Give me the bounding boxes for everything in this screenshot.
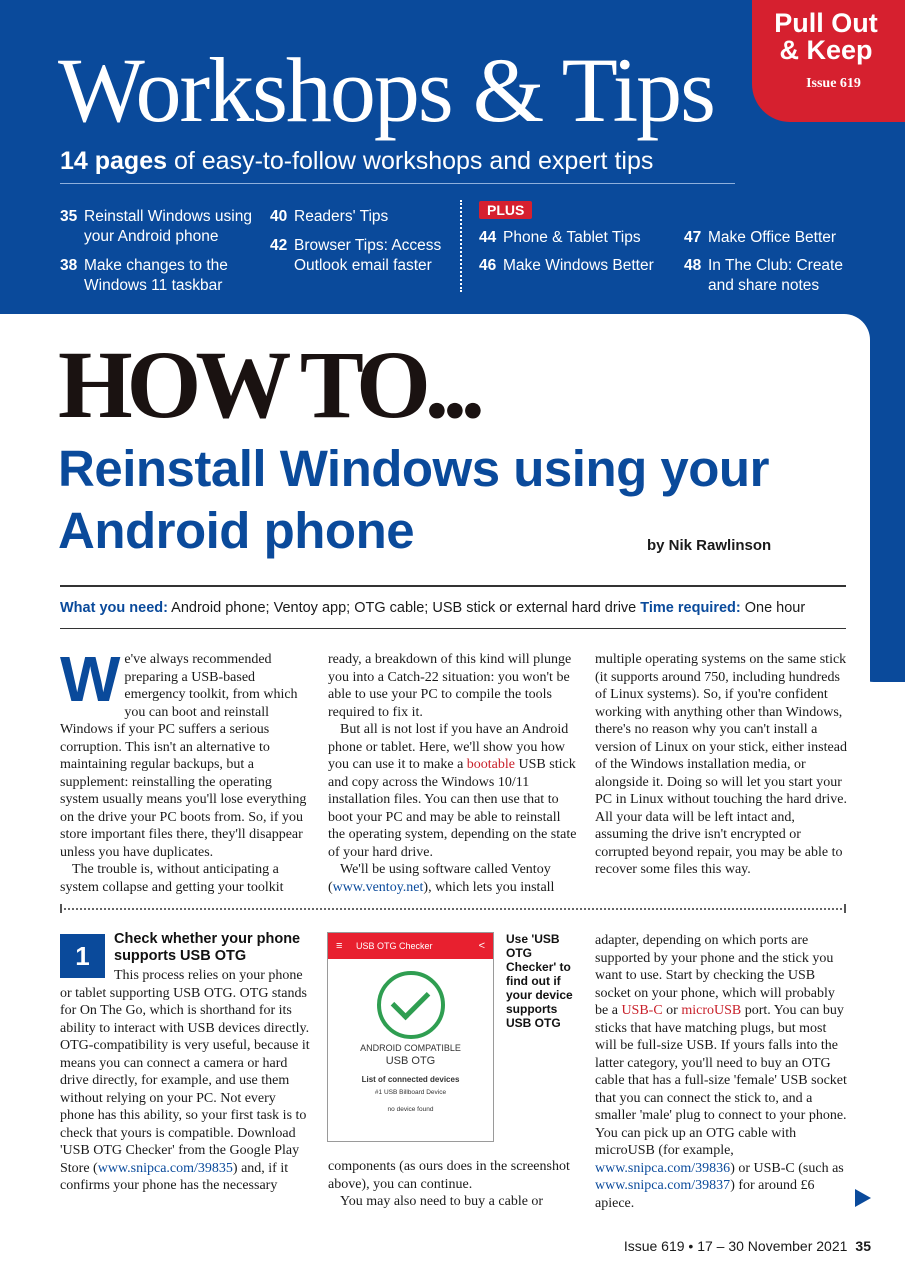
toc-item[interactable]: 48 In The Club: Create and share notes (684, 257, 843, 294)
step-number-badge: 1 (60, 934, 105, 978)
no-device-text: no device found (387, 1106, 434, 1113)
intro-column-3: multiple operating systems on the same stick (it supports around 750, including hundreds of Linux systems). So, if you're confident working with anything other than Windows, there's no reason why you can't install a version of Linux on your stick, either instead of the Windows installation media, or alongside it. Doing so will let you start your PC in Linux without touching the hard drive. All your data will be left intact and, assuming the drive isn't encrypted or corrupted beyond repair, you may be able to recover some files this way. (595, 652, 847, 877)
status-line-2: USB OTG (385, 1055, 436, 1067)
page-footer: Issue 619 • 17 – 30 November 2021 35 (623, 1238, 871, 1254)
toc-item[interactable]: 35 Reinstall Windows using your Android phone (60, 208, 252, 245)
otg-checker-screenshot (327, 932, 494, 1142)
toc-divider (460, 200, 462, 292)
toc-item[interactable]: 40 Readers' Tips (270, 208, 389, 225)
step-column-3: adapter, depending on which ports are supported by your phone and the stick you want to use. Start by checking the USB socket on your phone, which will probably be a USB-C or microUSB port. You can buy sticks that have matching plugs, but most will be full-size USB. If yours falls into the latter category, you'll need to buy an OTG cable that has a full-size 'female' USB socket that you can connect the stick to, and a smaller 'male' plug to connect to your phone. You can pick up an OTG cable with microUSB (for example, www.snipca.com/39836) or USB-C (such as www.snipca.com/39837) for around £6 apiece. (595, 933, 847, 1211)
toc-item[interactable]: 42 Browser Tips: Access Outlook email faster (270, 237, 442, 274)
plus-badge: PLUS (479, 201, 532, 219)
section-title: Workshops & Tips (58, 39, 714, 141)
intro-column-2: ready, a breakdown of this kind will plunge you into a Catch-22 situation: you won't be able to use your PC to compile the tools required to fix it. But all is not lost if you have an Android phone or tablet. Here, we'll show you how you can use it to make a bootable USB stick and copy across the Windows 10/11 installation files. You can then use that to boot your PC and may be able to reinstall the operating system, depending on the state of your hard drive. We'll be using software called Ventoy (www.ventoy.net), which lets you install (328, 652, 577, 895)
toc-item[interactable]: 38 Make changes to the Windows 11 taskbar (60, 257, 228, 294)
section-subtitle: 14 pages of easy-to-follow workshops and expert tips (60, 147, 654, 175)
check-icon (377, 971, 445, 1039)
screenshot-caption: Use 'USB OTG Checker' to find out if your device supports USB OTG (506, 932, 573, 1030)
toc-item[interactable]: 47 Make Office Better (684, 229, 837, 246)
pull-out-tab (752, 0, 905, 122)
byline: by Nik Rawlinson (647, 537, 772, 554)
microusb-cable-link[interactable]: www.snipca.com/39836 (595, 1160, 731, 1176)
intro-column-1: We've always recommended preparing a USB-based emergency toolkit, from which you can boot and reinstall Windows if your PC suffers a serious corruption. This isn't an alternative to maintaining regular backups, but a supplement: reinstalling the operating system usually means you'll lose everything on the drive your PC boots from. So, if you store important files there, they'll disappear unless you have duplicates. The trouble is, without anticipating a system collapse and getting your toolkit (60, 643, 307, 895)
share-icon: < (478, 940, 485, 952)
requirements-line: What you need: Android phone; Ventoy app; OTG cable; USB stick or external hard drive Time required: One hour (60, 600, 806, 616)
continue-arrow-icon (855, 1189, 871, 1207)
needs-rule-bottom (60, 628, 846, 629)
divider-cap-left (60, 904, 62, 913)
pull-out-label: Pull Out & Keep (774, 8, 878, 65)
section-divider (60, 908, 846, 910)
usb-c-link[interactable]: USB-C (621, 1003, 663, 1018)
otg-checker-link[interactable]: www.snipca.com/39835 (97, 1160, 233, 1176)
divider-cap-right (844, 904, 846, 913)
article-headline: Reinstall Windows using your Android phone (58, 440, 769, 559)
usbc-cable-link[interactable]: www.snipca.com/39837 (595, 1178, 731, 1193)
microusb-link[interactable]: microUSB (681, 1003, 742, 1018)
step-column-1: This process relies on your phone or tablet supporting USB OTG. OTG stands for On The Go, which is shorthand for its ability to interact with USB devices directly. OTG-compatibility is very useful, because it means you can connect a camera or hard drive directly, for example, and use them without relying on your PC. Not every phone has this ability, so your first task is to check that yours is compatible. Download 'USB OTG Checker' from the Google Play Store (www.snipca.com/39835) and, if it confirms your phone has the necessary (60, 968, 310, 1193)
status-line-1: ANDROID COMPATIBLE (360, 1043, 461, 1053)
toc-item[interactable]: 46 Make Windows Better (479, 257, 654, 274)
bootable-link[interactable]: bootable (466, 757, 516, 772)
ventoy-link[interactable]: www.ventoy.net (332, 879, 424, 895)
app-toolbar (328, 933, 493, 959)
header-divider (60, 183, 735, 184)
step-title: Check whether your phone supports USB OTG (114, 931, 301, 964)
menu-icon: ≡ (336, 940, 343, 952)
app-title: USB OTG Checker (356, 941, 433, 951)
device-list-heading: List of connected devices (361, 1075, 460, 1084)
drop-cap: W (60, 643, 121, 715)
pull-out-issue: Issue 619 (806, 76, 861, 91)
step-column-2: components (as ours does in the screenshot above), you can continue. You may also need to buy a cable or (328, 1159, 570, 1209)
page-number: 35 (855, 1238, 871, 1254)
how-to-kicker: HOW TO... (58, 331, 479, 438)
toc-item[interactable]: 44 Phone & Tablet Tips (479, 229, 641, 246)
device-entry: #1 USB Billboard Device (374, 1089, 447, 1096)
needs-rule-top (60, 585, 846, 587)
